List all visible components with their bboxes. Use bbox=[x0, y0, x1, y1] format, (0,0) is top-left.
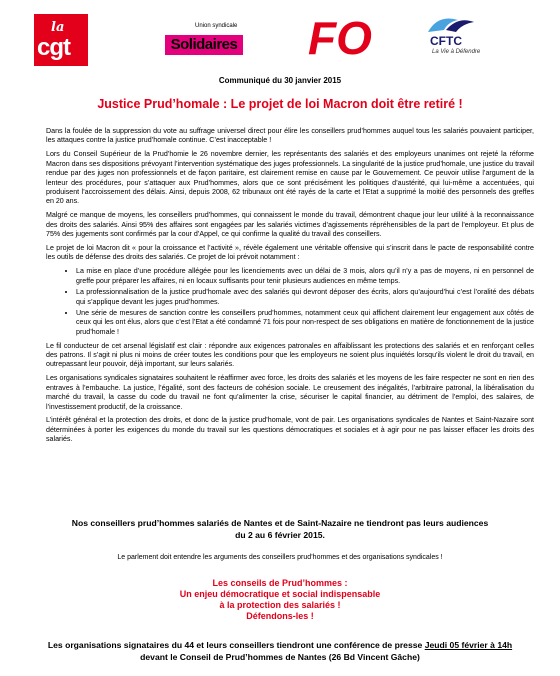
document-body bbox=[46, 127, 534, 449]
announcement-line: du 2 au 6 février 2015. bbox=[235, 529, 325, 540]
logo-bar bbox=[0, 0, 560, 70]
paragraph: Malgré ce manque de moyens, les conseillers prud’hommes, qui connaissent le monde du travail, démontrent chaque jour leur utilité à la reconnaissance des droits des salariés. Ainsi 95% des affaires sont engagées par les salariés victimes d’agissements répréhensibles de la part de l’employeur. Et plus de 75% des jugements sont confirmés par la cour d’Appel, ce qui confirme la qualité du travail des conseillers. bbox=[46, 211, 534, 239]
measures-list bbox=[46, 267, 534, 337]
paragraph: Dans la foulée de la suppression du vote au suffrage universel direct pour élire les conseillers prud’hommes auquel tous les salariés pouvaient participer, les attaques contre la justice prud’homale continue. C’est inacceptable ! bbox=[46, 127, 534, 145]
paragraph: Les organisations syndicales signataires souhaitent le réaffirmer avec force, les droits des salariés et les moyens de les faire respecter ne sont en rien des entraves à l’embauche. La justice, l’égalité, sont des facteurs de cohésion sociale. Le creusement des inégalités, l’arbitraire patronal, la libéralisation du marché du travail, la casse du code du travail ne font qu’alimenter la crise, sécuriser le capital financier, au détriment de l’emploi, des salaires, de l’investissement productif, de la croissance. bbox=[46, 374, 534, 411]
cgt-logo bbox=[34, 14, 88, 66]
fo-logo-graphic bbox=[306, 6, 372, 64]
communique-date: Communiqué du 30 janvier 2015 bbox=[218, 76, 342, 85]
cftc-bird-icon bbox=[418, 12, 488, 36]
slogan-line: Un enjeu démocratique et social indispensable bbox=[179, 589, 381, 599]
solidaires-logo bbox=[165, 23, 243, 55]
press-conference-date: Jeudi 05 février à 14h bbox=[424, 640, 513, 650]
slogan-block bbox=[0, 578, 560, 622]
press-conference-text: Les organisations signataires du 44 et leurs conseillers tiendront une conférence de presse bbox=[47, 640, 425, 650]
paragraph: L’intérêt général et la protection des droits, et donc de la justice prud’homale, vont de pair. Les organisations syndicales de Nantes et Saint-Nazaire sont déterminées à porter les exigences du monde du travail sur les questions démocratiques et sociales et à agir pour ne pas laisser effacer les droits des salariés. bbox=[46, 416, 534, 444]
cftc-logo-text: CFTC bbox=[430, 34, 462, 48]
press-conference bbox=[0, 640, 560, 663]
cgt-logo-text: cgt bbox=[37, 34, 70, 61]
slogan-line: à la protection des salariés ! bbox=[219, 600, 341, 610]
solidaires-logo-text: Solidaires bbox=[165, 35, 243, 55]
list-item: • La mise en place d’une procédure allégée pour les licenciements avec un délai de 3 mois, alors qu’il n’y a pas de moyens, ni en personnel de greffe pour préparer les affaires, ni en locaux suffisants pour tenir plusieurs audiences en même temps. bbox=[76, 267, 534, 286]
list-item: • Une série de mesures de sanction contre les conseillers prud’hommes, notamment ceux qui affichent clairement leur engagement aux côtés de ceux qui les ont élus, alors que c’est l’Etat a été condamné 71 fois pour non-respect de ses obligations en matière de fonctionnement de la justice prud’homale ! bbox=[76, 309, 534, 337]
slogan-line: Les conseils de Prud’hommes : bbox=[212, 578, 348, 588]
slogan-line: Défendons-les ! bbox=[246, 611, 314, 621]
cgt-logo-la: la bbox=[51, 20, 65, 35]
cftc-logo bbox=[418, 12, 488, 62]
cftc-logo-sub: La Vie à Défendre bbox=[432, 49, 481, 55]
fo-logo bbox=[306, 6, 372, 64]
press-conference-location: devant le Conseil de Prud’hommes de Nantes (26 Bd Vincent Gâche) bbox=[140, 651, 420, 662]
list-item: • La professionnalisation de la justice prud’homale avec des salariés qui devront déposer des écrits, alors qu’aujourd’hui c’est l’oralité des débats qui s’applique devant les juges prud’hommes. bbox=[76, 288, 534, 307]
solidaires-logo-top: Union syndicale bbox=[195, 23, 238, 29]
announcement bbox=[0, 518, 560, 541]
document-title: Justice Prud’homale : Le projet de loi Macron doit être retiré ! bbox=[97, 97, 463, 111]
paragraph: Le projet de loi Macron dit « pour la croissance et l’activité », révèle également une véritable offensive qui s’inscrit dans le pacte de responsabilité contre les outils de défense des droits des salariés. Ce projet de loi prévoit notamment : bbox=[46, 243, 534, 262]
paragraph: Le fil conducteur de cet arsenal législatif est clair : répondre aux exigences patronales en affaiblissant les protections des salariés et en renforçant celles des patrons. Il s’agit ni plus ni moins de créer toutes les conditions pour que les employeurs ne soient plus inquiétés lorsqu’ils violent le droit du travail, en outrepassant leur pouvoir, déjà important, sur leurs salariés. bbox=[46, 341, 534, 369]
press-conference-line bbox=[0, 640, 560, 652]
parliament-note: Le parlement doit entendre les arguments des conseillers prud’hommes et des organisations syndicales ! bbox=[117, 554, 443, 561]
fo-logo-text: FO bbox=[308, 12, 372, 64]
paragraph: Lors du Conseil Supérieur de la Prud’homie le 26 novembre dernier, les représentants des salariés et des employeurs unanimes ont rejeté la réforme Macron dans ses dispositions prévoyant l’intervention systématique des juges professionnels. La singularité de la justice prud’homale, une justice du travail rendue par des juges non professionnels et de façon paritaire, est clairement remise en cause par le Gouvernement. Ce peuvoir utilise l’argument de la lenteur des procédures, pour s’attaquer aux Prud’hommes, alors que ce sont précisément les politiques d’austérité, qui lui-même a accentuées, qui produisent l’accroissement des délais. Ainsi, depuis 2008, 62 tribunaux ont été rayés de la carte et l’Etat a supprimé la moitié des personnels des greffes en 20 ans. bbox=[46, 150, 534, 206]
announcement-line: Nos conseillers prud’hommes salariés de Nantes et de Saint-Nazaire ne tiendront pas leurs audiences bbox=[71, 518, 489, 528]
